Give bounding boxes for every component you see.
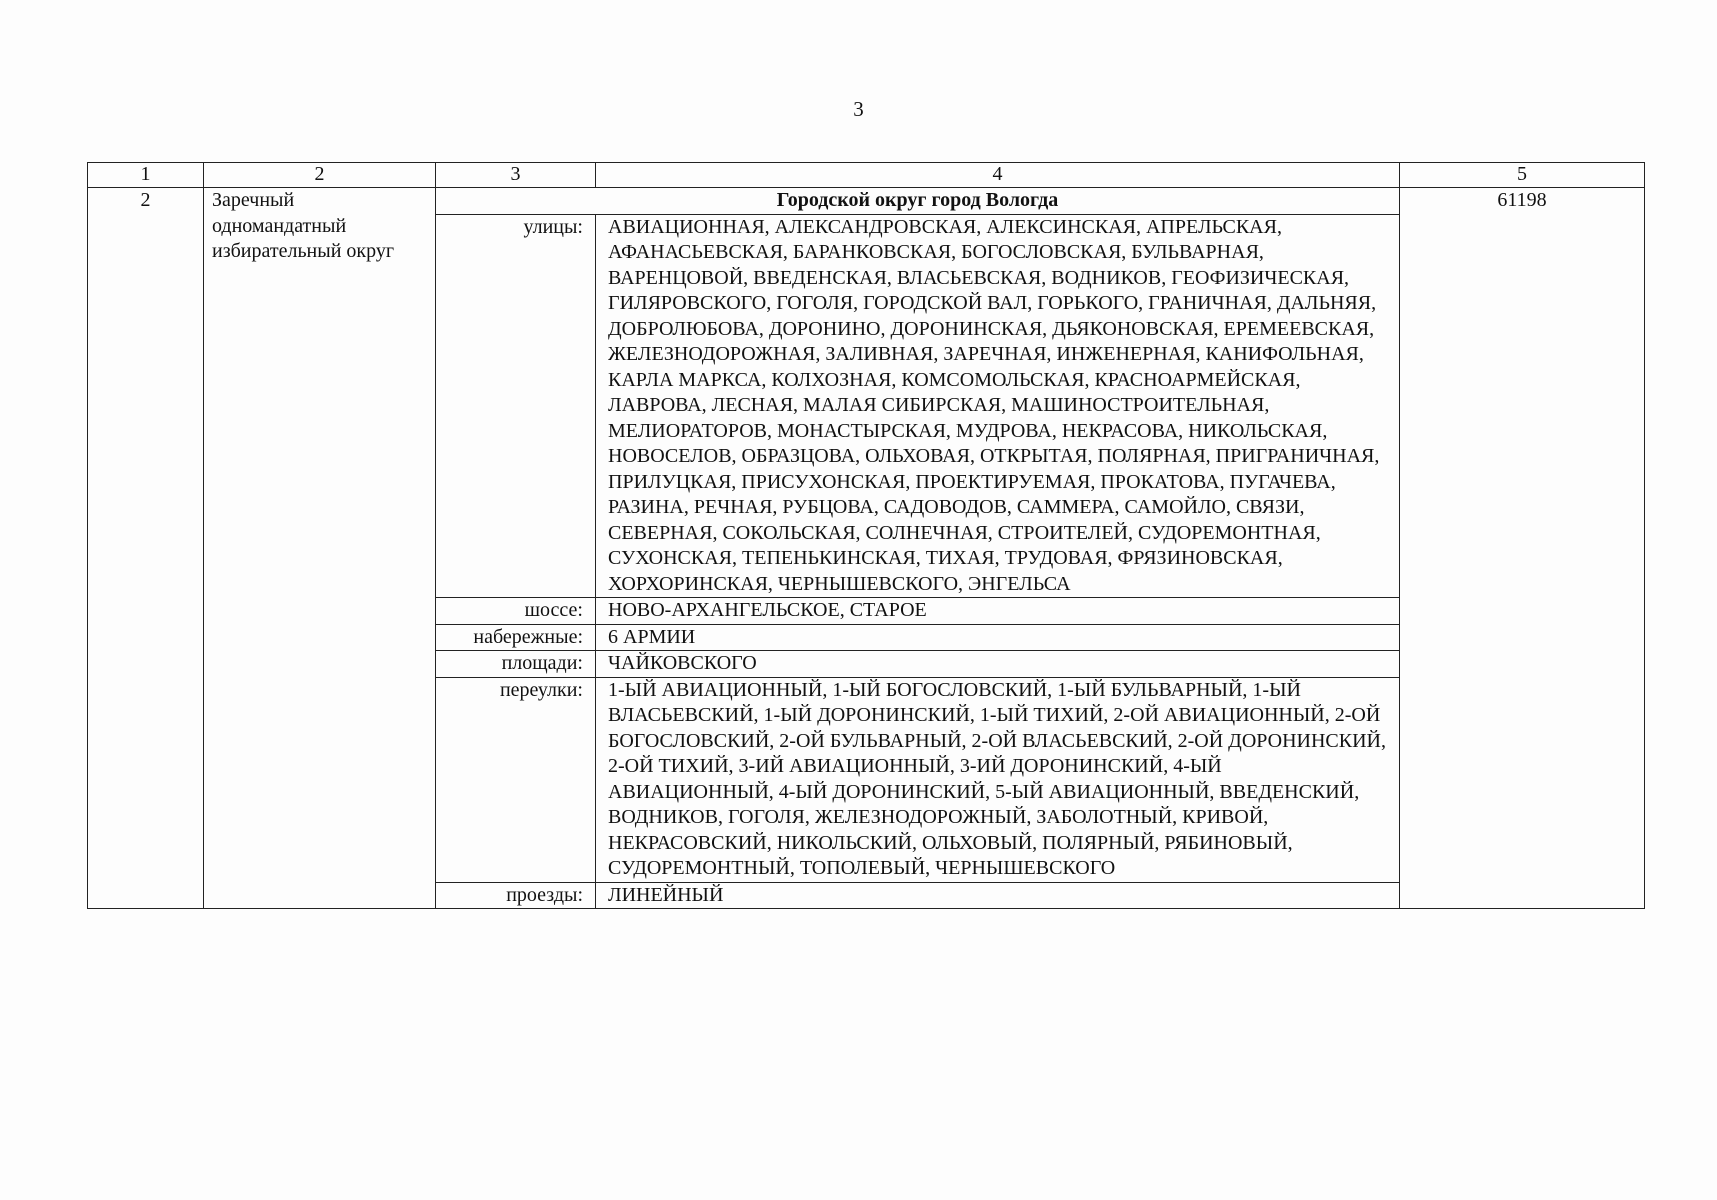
category-label-passages: проезды:: [436, 882, 596, 909]
category-value-passages: ЛИНЕЙНЫЙ: [596, 882, 1400, 909]
header-col-1: 1: [88, 163, 204, 188]
voters-count: 61198: [1400, 188, 1645, 909]
category-label-lanes: переулки:: [436, 677, 596, 882]
category-label-streets: улицы:: [436, 214, 596, 598]
category-value-highways: НОВО-АРХАНГЕЛЬСКОЕ, СТАРОЕ: [596, 598, 1400, 625]
category-value-squares: ЧАЙКОВСКОГО: [596, 651, 1400, 678]
category-label-squares: площади:: [436, 651, 596, 678]
page-number: 3: [853, 97, 864, 121]
category-label-highways: шоссе:: [436, 598, 596, 625]
category-label-embankments: набережные:: [436, 624, 596, 651]
district-row: [88, 188, 1645, 215]
category-value-lanes: 1-ЫЙ АВИАЦИОННЫЙ, 1-ЫЙ БОГОСЛОВСКИЙ, 1-ЫЙ БУЛЬВАРНЫЙ, 1-ЫЙ ВЛАСЬЕВСКИЙ, 1-ЫЙ ДОРОНИНСКИЙ, 1-ЫЙ ТИХИЙ, 2-ОЙ АВИАЦИОННЫЙ, 2-ОЙ БОГОСЛОВСКИЙ, 2-ОЙ БУЛЬВАРНЫЙ, 2-ОЙ ВЛАСЬЕВСКИЙ, 2-ОЙ ДОРОНИНСКИЙ, 2-ОЙ ТИХИЙ, 3-ИЙ АВИАЦИОННЫЙ, 3-ИЙ ДОРОНИНСКИЙ, 4-ЫЙ АВИАЦИОННЫЙ, 4-ЫЙ ДОРОНИНСКИЙ, 5-ЫЙ АВИАЦИОННЫЙ, ВВЕДЕНСКИЙ, ВОДНИКОВ, ГОГОЛЯ, ЖЕЛЕЗНОДОРОЖНЫЙ, ЗАБОЛОТНЫЙ, КРИВОЙ, НЕКРАСОВСКИЙ, НИКОЛЬСКИЙ, ОЛЬХОВЫЙ, ПОЛЯРНЫЙ, РЯБИНОВЫЙ, СУДОРЕМОНТНЫЙ, ТОПОЛЕВЫЙ, ЧЕРНЫШЕВСКОГО: [596, 677, 1400, 882]
area-title: Городской округ город Вологда: [436, 188, 1400, 215]
category-value-embankments: 6 АРМИИ: [596, 624, 1400, 651]
district-table: [87, 162, 1645, 909]
header-row: [88, 163, 1645, 188]
district-name: Заречный одномандатный избирательный округ: [204, 188, 436, 909]
category-value-streets: АВИАЦИОННАЯ, АЛЕКСАНДРОВСКАЯ, АЛЕКСИНСКАЯ, АПРЕЛЬСКАЯ, АФАНАСЬЕВСКАЯ, БАРАНКОВСКАЯ, БОГОСЛОВСКАЯ, БУЛЬВАРНАЯ, ВАРЕНЦОВОЙ, ВВЕДЕНСКАЯ, ВЛАСЬЕВСКАЯ, ВОДНИКОВ, ГЕОФИЗИЧЕСКАЯ, ГИЛЯРОВСКОГО, ГОГОЛЯ, ГОРОДСКОЙ ВАЛ, ГОРЬКОГО, ГРАНИЧНАЯ, ДАЛЬНЯЯ, ДОБРОЛЮБОВА, ДОРОНИНО, ДОРОНИНСКАЯ, ДЬЯКОНОВСКАЯ, ЕРЕМЕЕВСКАЯ, ЖЕЛЕЗНОДОРОЖНАЯ, ЗАЛИВНАЯ, ЗАРЕЧНАЯ, ИНЖЕНЕРНАЯ, КАНИФОЛЬНАЯ, КАРЛА МАРКСА, КОЛХОЗНАЯ, КОМСОМОЛЬСКАЯ, КРАСНОАРМЕЙСКАЯ, ЛАВРОВА, ЛЕСНАЯ, МАЛАЯ СИБИРСКАЯ, МАШИНОСТРОИТЕЛЬНАЯ, МЕЛИОРАТОРОВ, МОНАСТЫРСКАЯ, МУДРОВА, НЕКРАСОВА, НИКОЛЬСКАЯ, НОВОСЕЛОВ, ОБРАЗЦОВА, ОЛЬХОВАЯ, ОТКРЫТАЯ, ПОЛЯРНАЯ, ПРИГРАНИЧНАЯ, ПРИЛУЦКАЯ, ПРИСУХОНСКАЯ, ПРОЕКТИРУЕМАЯ, ПРОКАТОВА, ПУГАЧЕВА, РАЗИНА, РЕЧНАЯ, РУБЦОВА, САДОВОДОВ, САММЕРА, САМОЙЛО, СВЯЗИ, СЕВЕРНАЯ, СОКОЛЬСКАЯ, СОЛНЕЧНАЯ, СТРОИТЕЛЕЙ, СУДОРЕМОНТНАЯ, СУХОНСКАЯ, ТЕПЕНЬКИНСКАЯ, ТИХАЯ, ТРУДОВАЯ, ФРЯЗИНОВСКАЯ, ХОРХОРИНСКАЯ, ЧЕРНЫШЕВСКОГО, ЭНГЕЛЬСА: [596, 214, 1400, 598]
header-col-4: 4: [596, 163, 1400, 188]
header-col-3: 3: [436, 163, 596, 188]
header-col-5: 5: [1400, 163, 1645, 188]
header-col-2: 2: [204, 163, 436, 188]
district-number: 2: [88, 188, 204, 909]
